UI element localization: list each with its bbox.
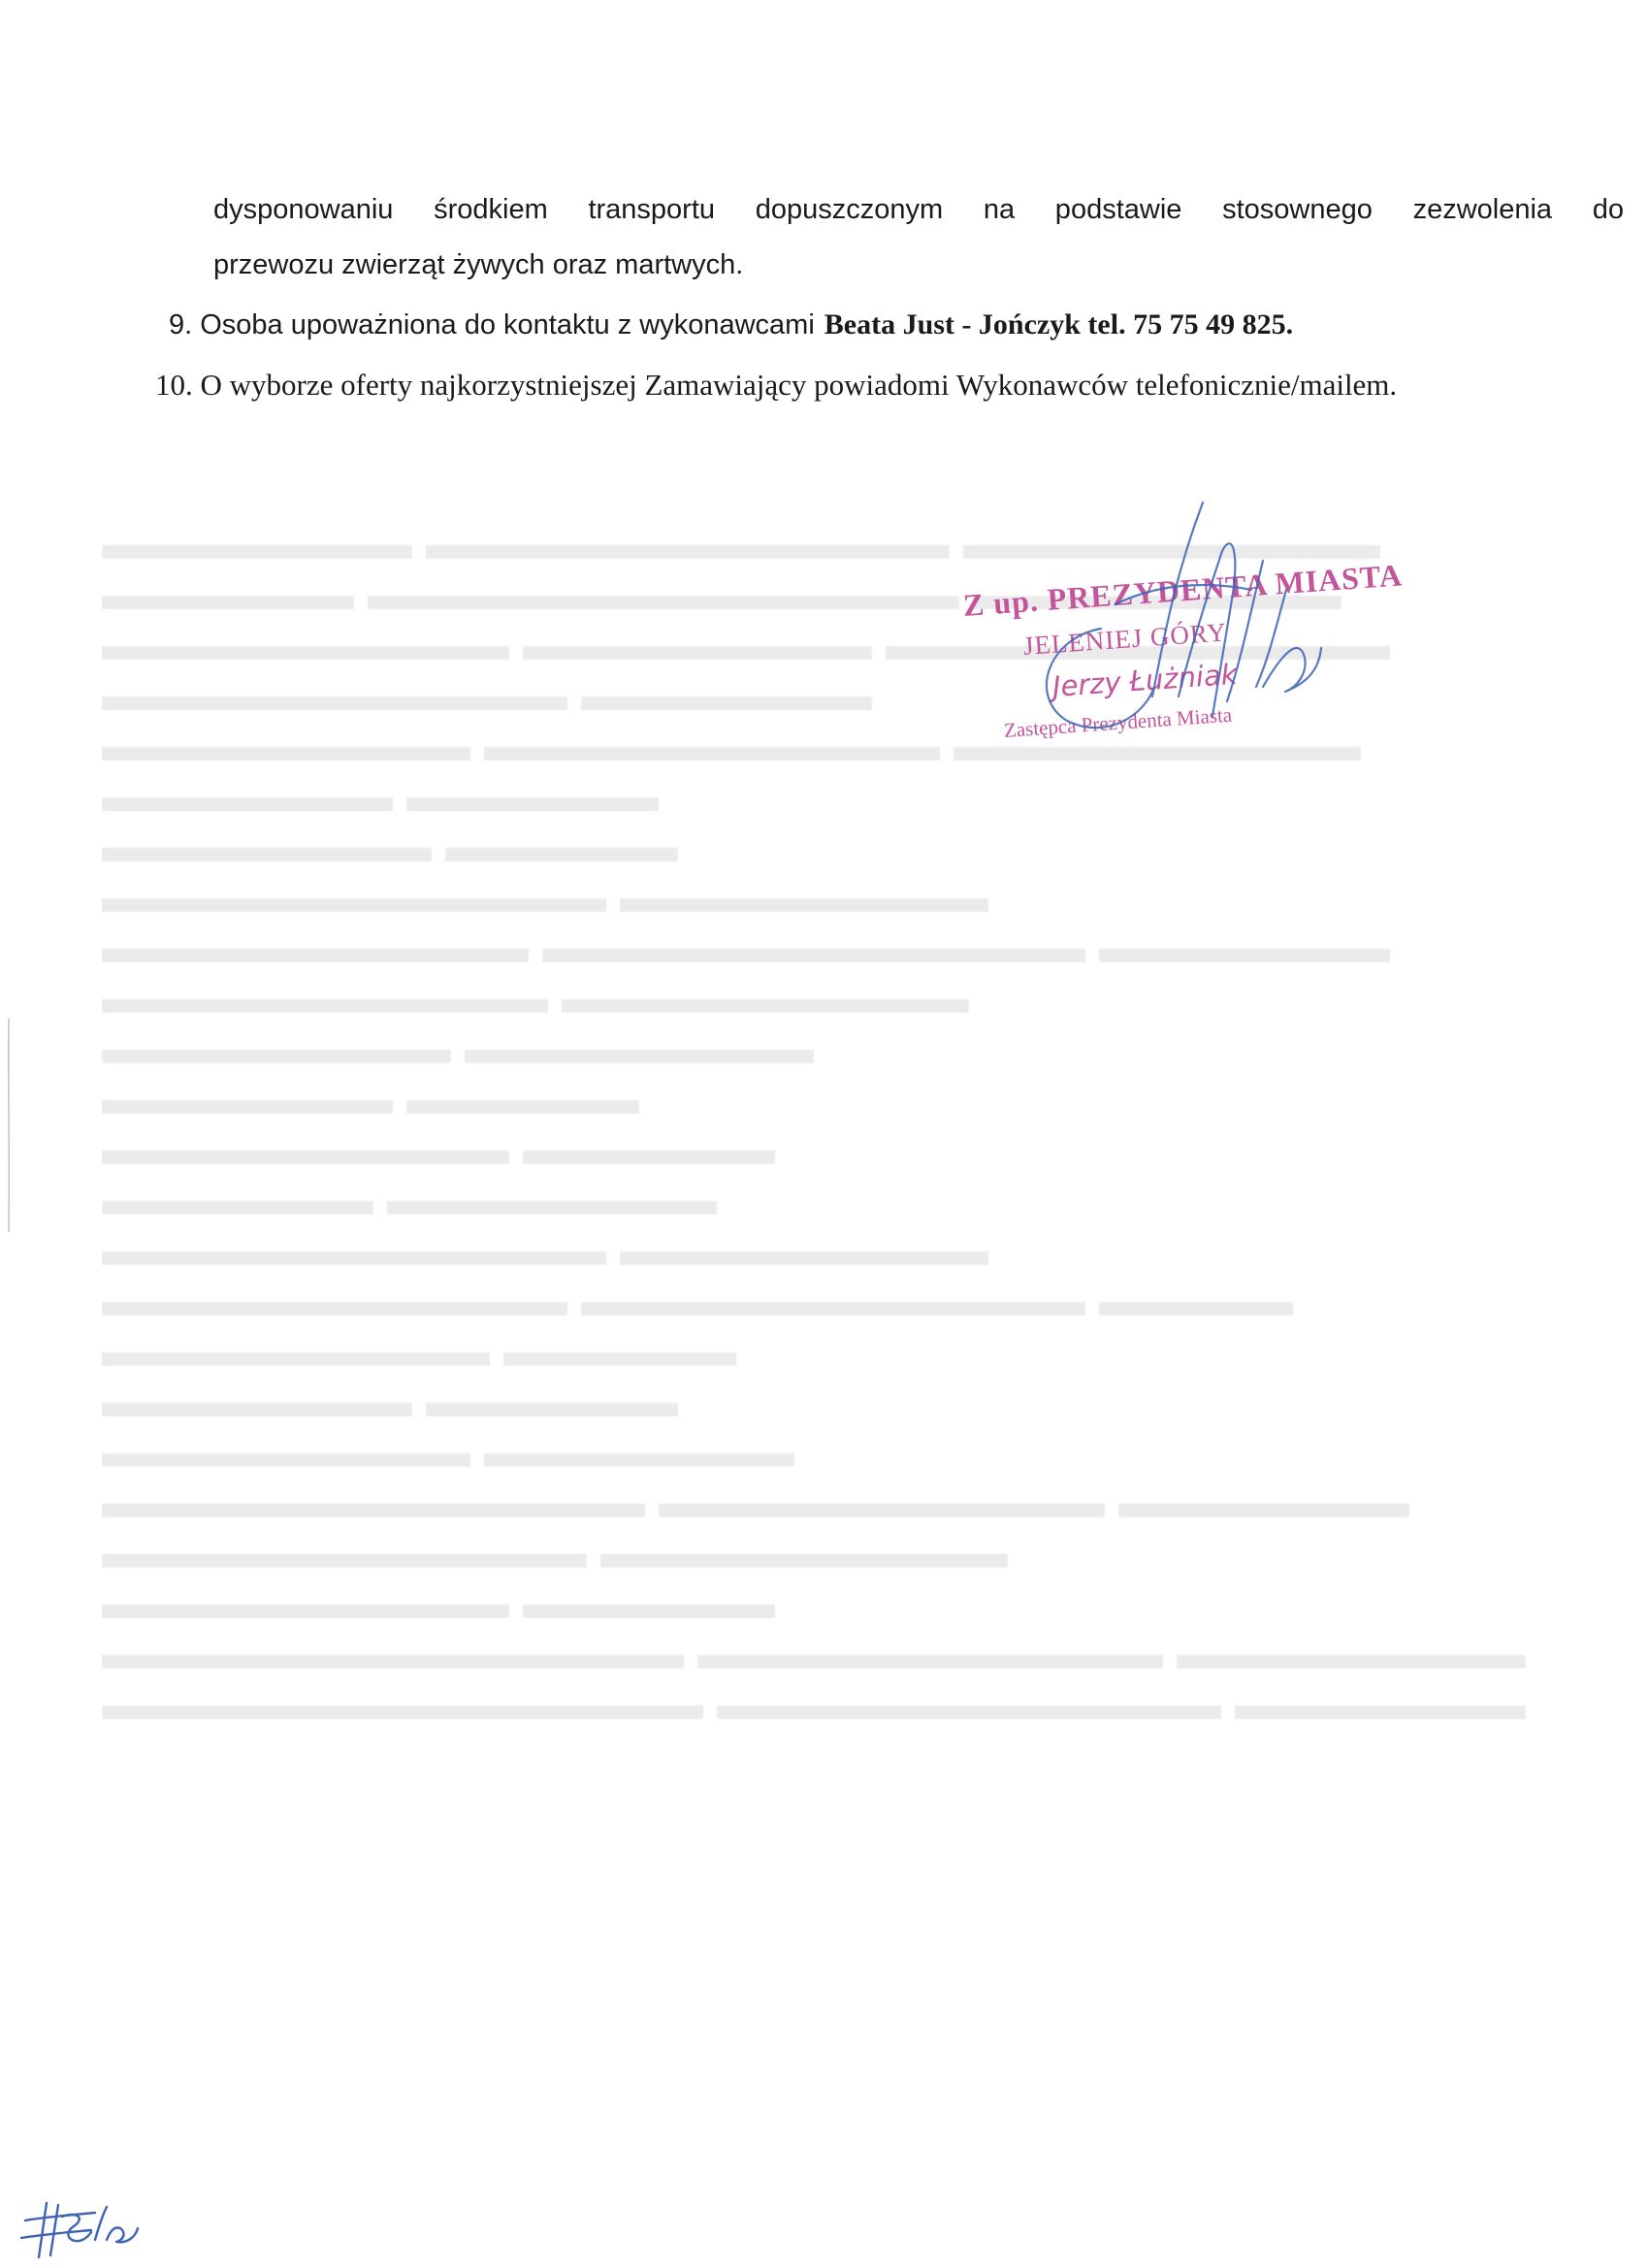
item-9-contact-details: Beata Just - Jończyk tel. 75 75 49 825. [824,308,1294,340]
continuation-line-1: dysponowaniu środkiem transportu dopuszczonym na podstawie stosownego zezwolenia do [213,194,1624,225]
item-9-text: 9. Osoba upoważniona do kontaktu z wykonawcami [169,309,815,340]
stamp-line-authority: Z up. PREZYDENTA MIASTA [961,557,1405,623]
handwritten-initials [17,2197,144,2261]
stamp-line-city: JELENIEJ GÓRY [1021,617,1228,661]
stamp-line-name: Jerzy Łużniak [1051,657,1239,703]
official-stamp [946,493,1405,755]
stamp-line-title: Zastępca Prezydenta Miasta [1003,702,1233,742]
item-9-contact-person [169,297,1293,353]
reverse-side-show-through [102,524,1615,2115]
item-10-notification: 10. O wyborze oferty najkorzystniejszej Zamawiający powiadomi Wykonawców telefonicznie/mailem. [155,368,1398,402]
continuation-line-2: przewozu zwierząt żywych oraz martwych. [213,249,744,280]
scan-edge-shadow [6,1019,12,1232]
